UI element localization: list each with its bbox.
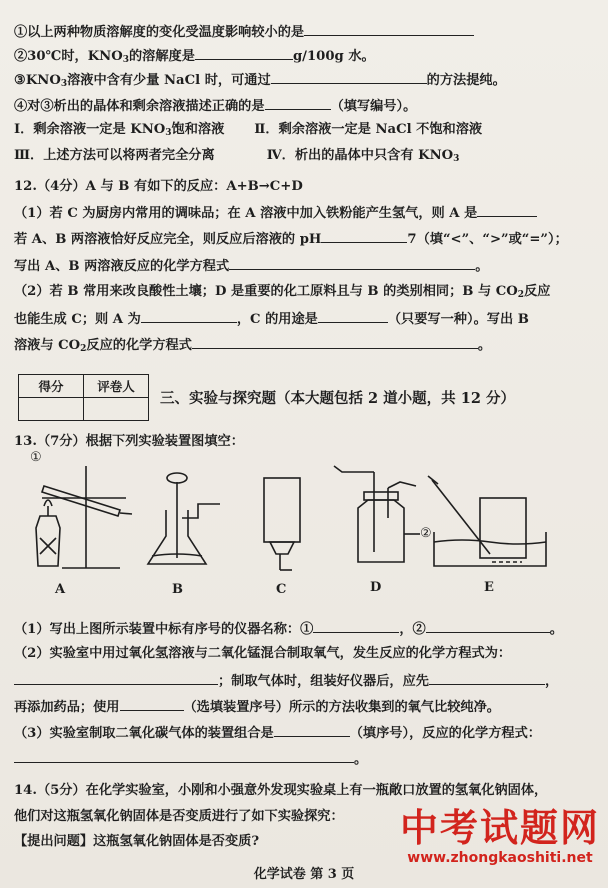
answer-blank[interactable] bbox=[229, 256, 475, 270]
apparatus-a bbox=[36, 466, 132, 568]
q13-heading: 13.（7分）根据下列实验装置图填空： bbox=[14, 434, 244, 449]
q13-part2-line3: 再添加药品；使用 （选填装置序号）所示的方法收集到的氧气比较纯净。 bbox=[14, 697, 598, 717]
site-watermark bbox=[400, 806, 600, 866]
score-table bbox=[18, 374, 149, 421]
page-footer: 化学试卷 第 3 页 bbox=[253, 867, 355, 882]
answer-blank[interactable] bbox=[426, 619, 550, 633]
answer-blank[interactable] bbox=[313, 619, 399, 633]
answer-blank[interactable] bbox=[429, 671, 545, 685]
q14-line3: 【提出问题】这瓶氢氧化钠固体是否变质? bbox=[14, 834, 260, 849]
q13-part2-line2: ；制取气体时，组装好仪器后，应先 ， bbox=[14, 671, 598, 691]
answer-blank[interactable] bbox=[271, 70, 427, 84]
q12-heading: 12.（4分）A 与 B 有如下的反应：A+B→C+D bbox=[14, 179, 303, 194]
q14-line2: 他们对这瓶氢氧化钠固体是否变质进行了如下实验探究： bbox=[14, 809, 344, 824]
q11-options-2: Ⅲ．上述方法可以将两者完全分离 Ⅳ．析出的晶体中只含有 $KNO_3$ bbox=[14, 148, 460, 164]
score-header: 得分 bbox=[19, 375, 84, 398]
answer-blank[interactable] bbox=[195, 46, 293, 60]
answer-blank[interactable] bbox=[120, 697, 184, 711]
q12-line5: 也能生成 C；则 A 为 ，C 的用途是 （只要写一种）。写出 B bbox=[14, 309, 598, 329]
label-c: C bbox=[276, 582, 287, 597]
grader-header: 评卷人 bbox=[84, 375, 149, 398]
answer-blank[interactable] bbox=[304, 22, 474, 36]
q11-options-1: Ⅰ．剩余溶液一定是 $KNO_3$饱和溶液 Ⅱ．剩余溶液一定是 NaCl 不饱和溶液 bbox=[14, 122, 483, 138]
q13-part2-line1: （2）实验室中用过氧化氢溶液与二氧化锰混合制取氧气，发生反应的化学方程式为： bbox=[14, 646, 512, 661]
watermark-title: 中考试题网 bbox=[399, 806, 600, 850]
q11-line4: ④对③析出的晶体和剩余溶液描述正确的是 （填写编号）。 bbox=[14, 96, 598, 116]
q12-line4: （2）若 B 常用来改良酸性土壤；D 是重要的化工原料且与 B 的类别相同；B 与 $CO_2$反应 bbox=[14, 284, 551, 300]
q14-line1: 14.（5分）在化学实验室，小刚和小强意外发现实验桌上有一瓶敞口放置的氢氧化钠固体， bbox=[14, 783, 548, 798]
label-b: B bbox=[172, 582, 183, 597]
answer-blank[interactable] bbox=[321, 229, 407, 243]
section3-title: 三、实验与探究题（本大题包括 2 道小题，共 12 分） bbox=[160, 390, 515, 407]
label-a: A bbox=[55, 582, 66, 597]
q12-line6: 溶液与 $CO_2$反应的化学方程式 。 bbox=[14, 335, 598, 358]
marker-1: ① bbox=[30, 450, 42, 465]
marker-2: ② bbox=[420, 526, 432, 541]
q11-line2: ②30℃时，$KNO_3$的溶解度是 g/100g 水。 bbox=[14, 46, 598, 69]
grader-cell[interactable] bbox=[84, 398, 149, 421]
answer-blank[interactable] bbox=[274, 723, 350, 737]
watermark-url[interactable]: www.zhongkaoshiti.net bbox=[407, 850, 593, 866]
score-cell[interactable] bbox=[19, 398, 84, 421]
apparatus-e bbox=[428, 476, 546, 566]
answer-blank[interactable] bbox=[477, 203, 537, 217]
q12-line3: 写出 A、B 两溶液反应的化学方程式 。 bbox=[14, 256, 598, 276]
apparatus-b bbox=[148, 473, 220, 564]
apparatus-figure bbox=[22, 458, 562, 576]
q13-part1: （1）写出上图所示装置中标有序号的仪器名称：① ，② 。 bbox=[14, 619, 598, 639]
answer-blank[interactable] bbox=[141, 309, 237, 323]
answer-blank[interactable] bbox=[14, 671, 218, 685]
q11-line1: ①以上两种物质溶解度的变化受温度影响较小的是 bbox=[14, 22, 598, 42]
label-e: E bbox=[484, 580, 494, 595]
q11-line3: $③KNO_3$溶液中含有少量 NaCl 时，可通过 的方法提纯。 bbox=[14, 70, 598, 93]
answer-blank[interactable] bbox=[265, 96, 331, 110]
q12-line2: 若 A、B 两溶液恰好反应完全，则反应后溶液的 pH 7（填“<”、“>”或“=”）； bbox=[14, 229, 598, 249]
q12-line1: （1）若 C 为厨房内常用的调味品；在 A 溶液中加入铁粉能产生氢气，则 A 是 bbox=[14, 203, 598, 223]
label-d: D bbox=[370, 580, 382, 595]
apparatus-c bbox=[264, 478, 300, 570]
q13-part3-line2: 。 bbox=[14, 749, 598, 769]
q13-part3-line1: （3）实验室制取二氧化碳气体的装置组合是 （填序号），反应的化学方程式： bbox=[14, 723, 598, 743]
answer-blank[interactable] bbox=[14, 749, 354, 763]
answer-blank[interactable] bbox=[318, 309, 388, 323]
apparatus-d bbox=[334, 466, 420, 562]
answer-blank[interactable] bbox=[192, 335, 478, 349]
